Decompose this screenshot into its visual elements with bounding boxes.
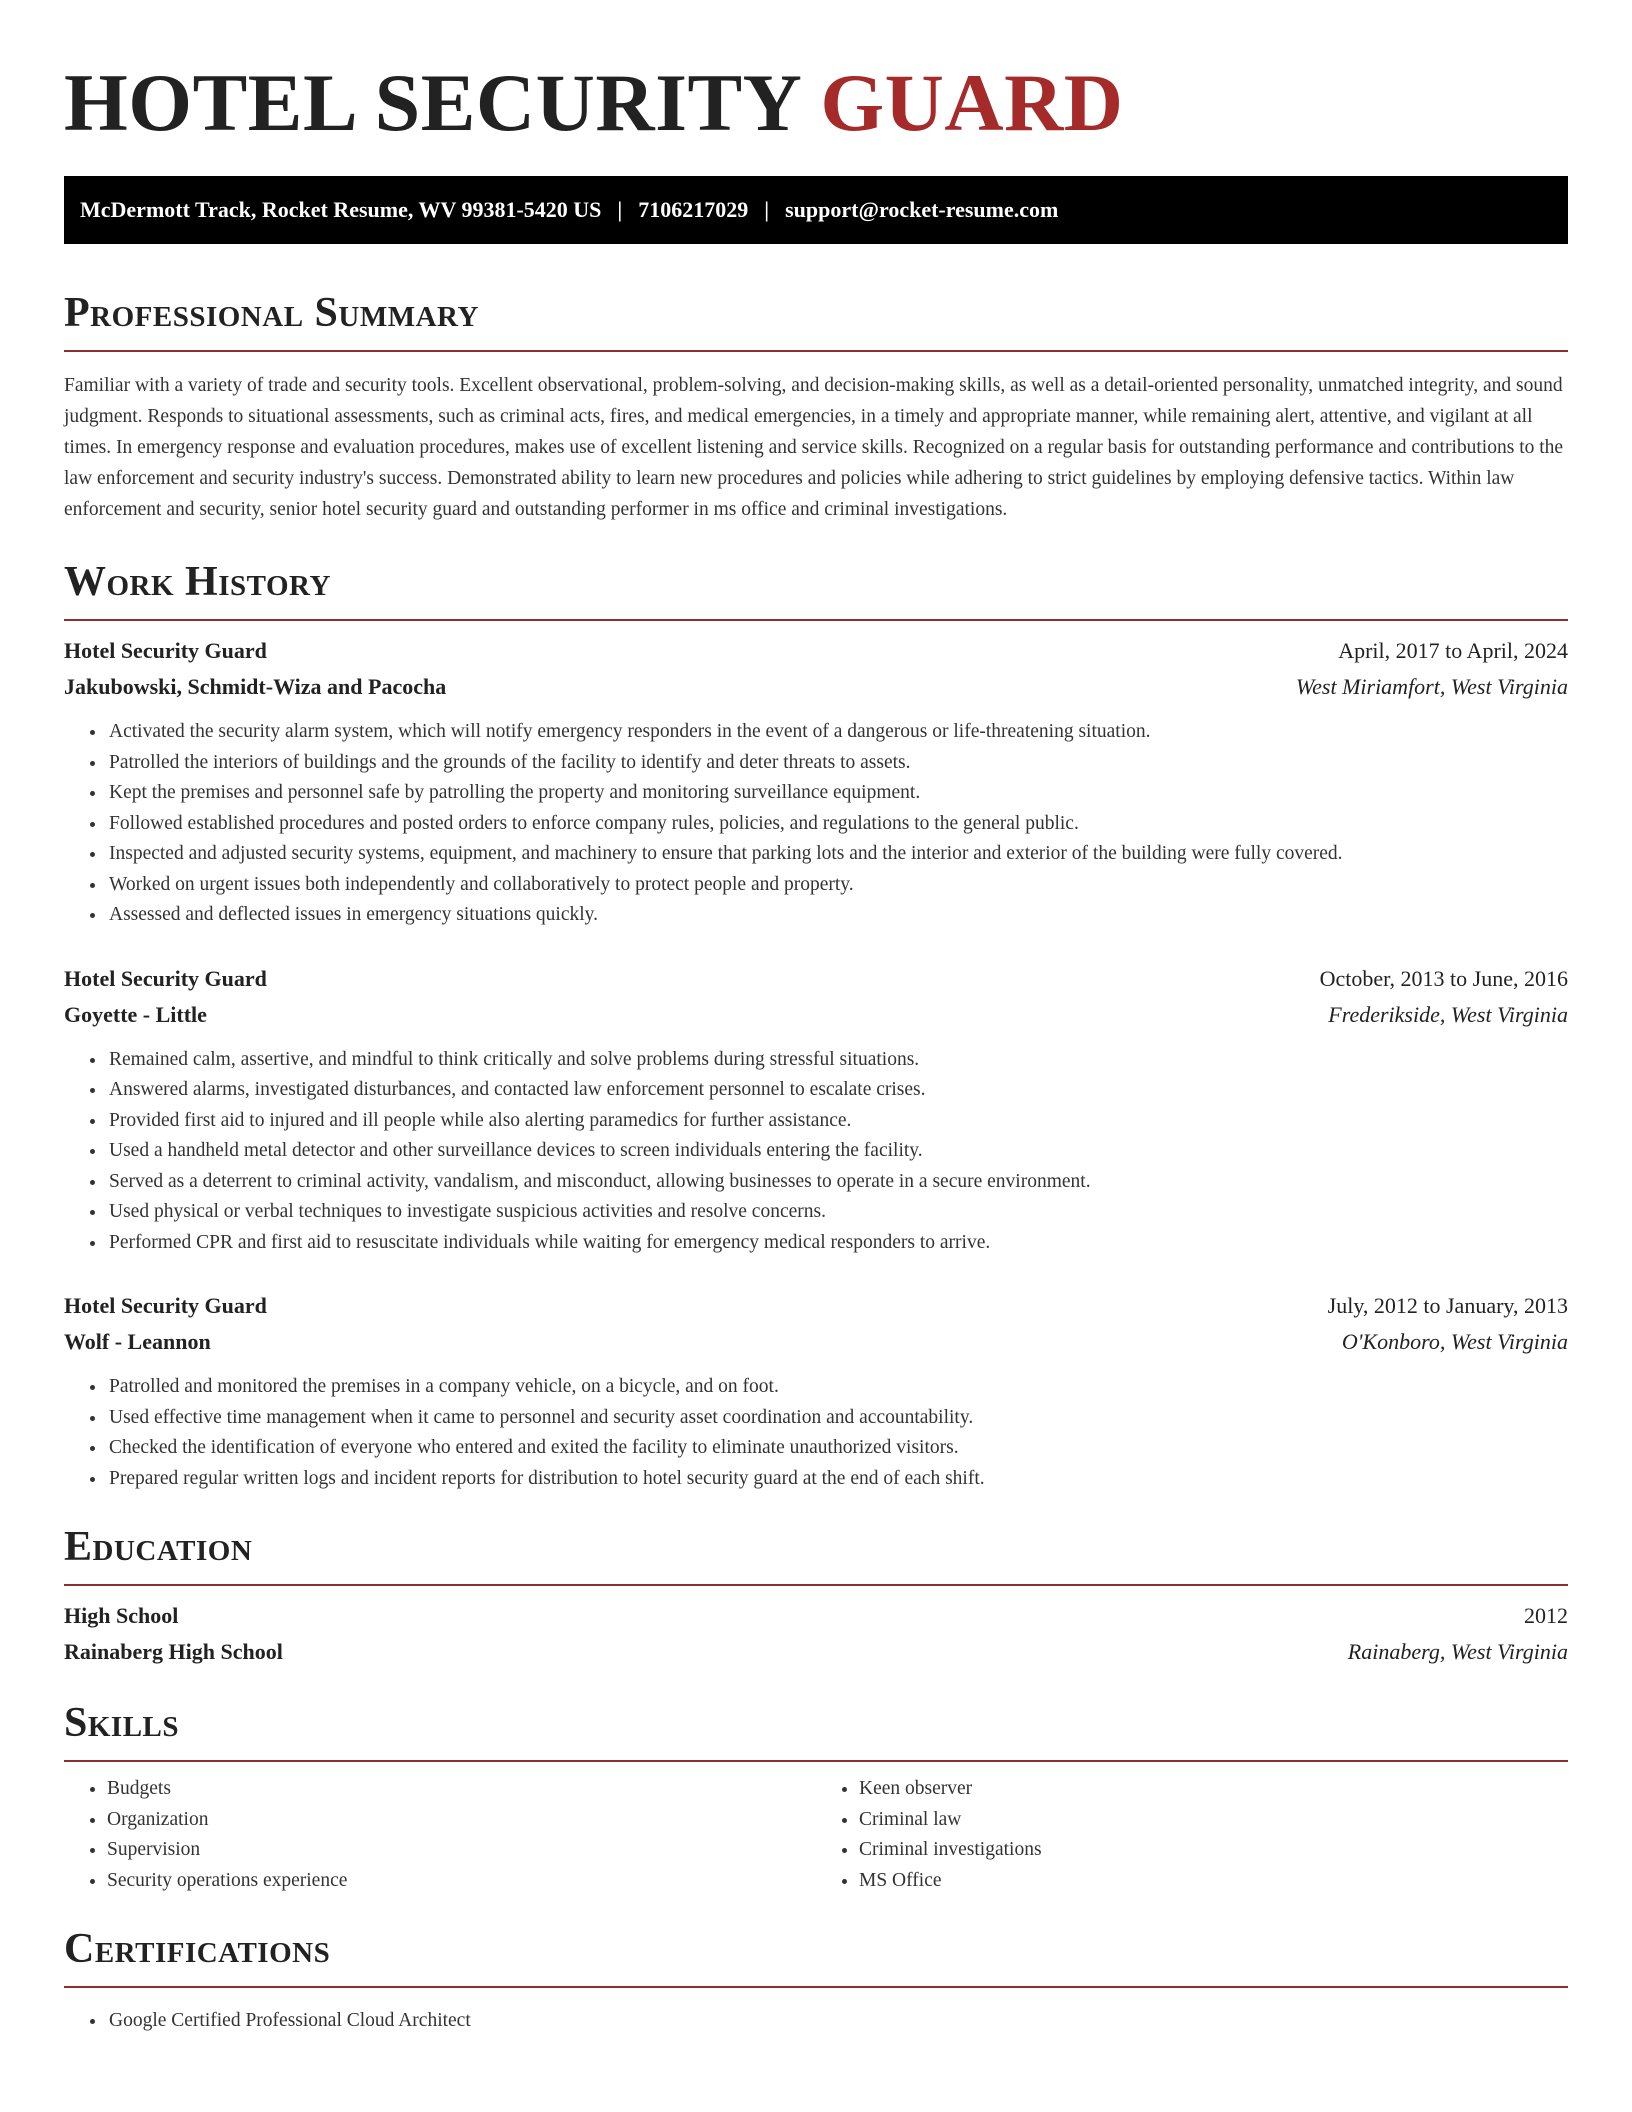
job-title: Hotel Security Guard bbox=[64, 1293, 267, 1318]
job-location: Frederikside, West Virginia bbox=[1328, 1001, 1568, 1027]
skills-section bbox=[64, 1700, 1568, 1896]
summary-text: Familiar with a variety of trade and security tools. Excellent observational, problem-solving, and decision-making skills, as well as a detail-oriented personality, unmatched integrity, and sound judgment. Responds to situational assessments, such as criminal acts, fires, and medical emergencies, in a timely and appropriate manner, while remaining alert, attentive, and vigilant at all times. In emergency response and evaluation procedures, makes use of excellent listening and service skills. Recognized on a regular basis for outstanding performance and contributions to the law enforcement and security industry's success. Demonstrated ability to learn new procedures and policies while adhering to strict guidelines by employing defensive tactics. Within law enforcement and security, senior hotel security guard and outstanding performer in ms office and criminal investigations. bbox=[64, 375, 1564, 520]
job-company-row bbox=[64, 997, 1568, 1033]
skills-grid bbox=[64, 1774, 1568, 1896]
job-company-row bbox=[64, 1324, 1568, 1360]
job-bullet: • Performed CPR and first aid to resuscitate individuals while waiting for emergency medical responders to arrive. bbox=[107, 1228, 1568, 1259]
skills-heading: Skills bbox=[64, 1700, 180, 1746]
contact-separator: | bbox=[764, 197, 770, 222]
job-dates: July, 2012 to January, 2013 bbox=[1327, 1293, 1568, 1318]
job-bullet: • Provided first aid to injured and ill people while also alerting paramedics for further assistance. bbox=[107, 1106, 1568, 1137]
resume-content bbox=[64, 0, 1568, 2037]
job-bullets bbox=[64, 717, 1568, 931]
contact-address: McDermott Track, Rocket Resume, WV 99381-5420 US bbox=[80, 197, 602, 222]
education-heading: Education bbox=[64, 1524, 253, 1570]
section-divider bbox=[64, 1986, 1568, 1988]
work-history-heading: Work History bbox=[64, 559, 331, 605]
job-bullet: • Checked the identification of everyone who entered and exited the facility to eliminate unauthorized visitors. bbox=[107, 1433, 1568, 1464]
job-bullet: • Used physical or verbal techniques to investigate suspicious activities and resolve concerns. bbox=[107, 1197, 1568, 1228]
education-school: Rainaberg High School bbox=[64, 1639, 283, 1664]
skills-column-right bbox=[816, 1774, 1568, 1896]
section-divider bbox=[64, 619, 1568, 621]
contact-separator: | bbox=[617, 197, 623, 222]
job-bullet: • Remained calm, assertive, and mindful to think critically and solve problems during stressful situations. bbox=[107, 1045, 1568, 1076]
contact-email: support@rocket-resume.com bbox=[785, 197, 1059, 222]
summary-heading: Professional Summary bbox=[64, 290, 479, 336]
job-bullet: • Worked on urgent issues both independently and collaboratively to protect people and property. bbox=[107, 870, 1568, 901]
job-dates: April, 2017 to April, 2024 bbox=[1338, 638, 1568, 663]
job-entry bbox=[64, 633, 1568, 931]
job-bullets bbox=[64, 1372, 1568, 1494]
resume-title bbox=[64, 0, 1568, 148]
job-bullet: • Assessed and deflected issues in emergency situations quickly. bbox=[107, 900, 1568, 931]
job-bullet: • Patrolled the interiors of buildings and the grounds of the facility to identify and deter threats to assets. bbox=[107, 748, 1568, 779]
summary-section bbox=[64, 290, 1568, 525]
skill-item: • Budgets bbox=[107, 1774, 816, 1805]
job-company: Jakubowski, Schmidt-Wiza and Pacocha bbox=[64, 674, 447, 699]
job-bullet: • Kept the premises and personnel safe by patrolling the property and monitoring surveillance equipment. bbox=[107, 778, 1568, 809]
education-location: Rainaberg, West Virginia bbox=[1347, 1639, 1568, 1664]
skill-item: • Organization bbox=[107, 1805, 816, 1836]
skill-item: • Criminal law bbox=[859, 1805, 1568, 1836]
job-bullet: • Followed established procedures and posted orders to enforce company rules, policies, and regulations to the general public. bbox=[107, 809, 1568, 840]
job-bullet: • Inspected and adjusted security systems, equipment, and machinery to ensure that parking lots and the interior and exterior of the building were fully covered. bbox=[107, 839, 1568, 870]
certification-list bbox=[64, 2006, 1568, 2037]
job-company: Wolf - Leannon bbox=[64, 1329, 211, 1354]
skill-item: • Keen observer bbox=[859, 1774, 1568, 1805]
job-bullet: • Prepared regular written logs and incident reports for distribution to hotel security guard at the end of each shift. bbox=[107, 1464, 1568, 1495]
job-company-row bbox=[64, 669, 1568, 705]
job-location: O'Konboro, West Virginia bbox=[1341, 1329, 1568, 1354]
education-degree-row bbox=[64, 1598, 1568, 1634]
job-entry bbox=[64, 1288, 1568, 1494]
job-bullet: • Patrolled and monitored the premises in a company vehicle, on a bicycle, and on foot. bbox=[107, 1372, 1568, 1403]
job-title: Hotel Security Guard bbox=[64, 965, 267, 991]
job-title: Hotel Security Guard bbox=[64, 638, 267, 663]
job-title-row bbox=[64, 1288, 1568, 1324]
education-section bbox=[64, 1524, 1568, 1670]
contact-bar bbox=[64, 176, 1568, 244]
job-dates: October, 2013 to June, 2016 bbox=[1319, 965, 1568, 991]
certification-item: • Google Certified Professional Cloud Architect bbox=[107, 2006, 1568, 2037]
education-year: 2012 bbox=[1524, 1603, 1568, 1628]
job-entry bbox=[64, 961, 1568, 1259]
work-history-section bbox=[64, 559, 1568, 1494]
section-divider bbox=[64, 1584, 1568, 1586]
job-bullet: • Used a handheld metal detector and other surveillance devices to screen individuals entering the facility. bbox=[107, 1136, 1568, 1167]
contact-phone: 7106217029 bbox=[638, 197, 749, 222]
section-divider bbox=[64, 1760, 1568, 1762]
job-bullet: • Served as a deterrent to criminal activity, vandalism, and misconduct, allowing businesses to operate in a secure environment. bbox=[107, 1167, 1568, 1198]
job-title-row bbox=[64, 961, 1568, 997]
job-company: Goyette - Little bbox=[64, 1001, 207, 1027]
certifications-section bbox=[64, 1926, 1568, 2037]
skills-column-left bbox=[64, 1774, 816, 1896]
job-title-row bbox=[64, 633, 1568, 669]
certifications-heading: Certifications bbox=[64, 1926, 331, 1972]
title-main: HOTEL SECURITY bbox=[64, 57, 800, 148]
job-bullet: • Used effective time management when it came to personnel and security asset coordination and accountability. bbox=[107, 1403, 1568, 1434]
skill-item: • Security operations experience bbox=[107, 1866, 816, 1897]
section-divider bbox=[64, 350, 1568, 352]
job-bullet: • Activated the security alarm system, which will notify emergency responders in the event of a dangerous or life-threatening situation. bbox=[107, 717, 1568, 748]
skill-item: • Supervision bbox=[107, 1835, 816, 1866]
job-location: West Miriamfort, West Virginia bbox=[1295, 674, 1568, 699]
education-school-row bbox=[64, 1634, 1568, 1670]
job-bullets bbox=[64, 1045, 1568, 1259]
skill-item: • MS Office bbox=[859, 1866, 1568, 1897]
title-accent: GUARD bbox=[820, 57, 1124, 148]
education-degree: High School bbox=[64, 1603, 179, 1628]
skill-item: • Criminal investigations bbox=[859, 1835, 1568, 1866]
job-bullet: • Answered alarms, investigated disturbances, and contacted law enforcement personnel to escalate crises. bbox=[107, 1075, 1568, 1106]
